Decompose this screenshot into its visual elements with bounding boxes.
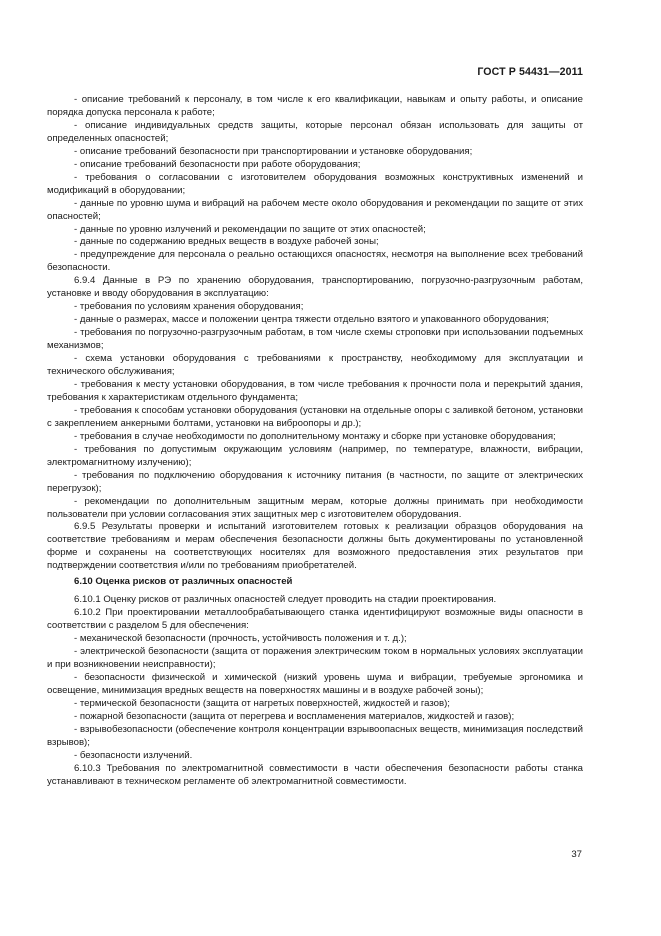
paragraph: - электрической безопасности (защита от поражения электрическим током в нормальных условиях эксплуатации и при возникновении неисправности); <box>47 646 583 670</box>
paragraph: - требования по условиям хранения оборудования; <box>74 301 304 313</box>
paragraph: - требования к месту установки оборудования, в том числе требования к прочности пола и перекрытий здания, требования к характеристикам отдельного фундамента; <box>47 378 583 403</box>
paragraph: - пожарной безопасности (защита от перегрева и воспламенения материалов, жидкостей и газов); <box>74 710 515 722</box>
paragraph: 6.10.3 Требования по электромагнитной совместимости в части обеспечения безопасности работы станка устанавливают в техническом регламенте об электромагнитной совместимости. <box>47 762 583 787</box>
document-body <box>47 94 583 789</box>
paragraph: - данные о размерах, массе и положении центра тяжести отдельно взятого и упакованного оборудования; <box>74 314 549 326</box>
paragraph: - термической безопасности (защита от нагретых поверхностей, жидкостей и газов); <box>74 697 450 709</box>
paragraph: - требования по погрузочно-разгрузочным работам, в том числе схемы строповки при использовании подъемных механизмов; <box>47 327 583 352</box>
paragraph: 6.9.5 Результаты проверки и испытаний изготовителем готовых к реализации образцов оборудования на соответствие требованиям и мерам обеспечения безопасности должны быть документированы по установленной форме и сохранены на соответствующих носителях для возможного предоставления этих результатов при подтверждении соответствия и/или по требованиям приобретателей. <box>47 521 583 572</box>
paragraph: - описание требований безопасности при работе оборудования; <box>74 158 361 170</box>
paragraph: - предупреждение для персонала о реально остающихся опасностях, несмотря на выполнение всех требований безопасности. <box>47 249 583 274</box>
paragraph: 6.10.1 Оценку рисков от различных опасностей следует проводить на стадии проектирования. <box>74 594 497 606</box>
page-number: 37 <box>571 849 582 860</box>
paragraph: 6.9.4 Данные в РЭ по хранению оборудования, транспортированию, погрузочно-разгрузочным работам, установке и вводу оборудования в эксплуатацию: <box>47 275 583 300</box>
paragraph: - описание требований безопасности при транспортировании и установке оборудования; <box>74 145 473 157</box>
paragraph: - взрывобезопасности (обеспечение контроля концентрации взрывоопасных веществ, минимизация последствий взрывов); <box>47 723 583 748</box>
standard-number: ГОСТ Р 54431—2011 <box>477 66 583 78</box>
paragraph: - описание индивидуальных средств защиты, которые персонал обязан использовать для защиты от определенных опасностей; <box>47 119 583 144</box>
document-header <box>477 66 583 78</box>
paragraph: 6.10.2 При проектировании металлообрабатывающего станка идентифицируют возможные виды опасности в соответствии с разделом 5 для обеспечения: <box>47 607 583 632</box>
paragraph: - описание требований к персоналу, в том числе к его квалификации, навыкам и опыту работы, и описание порядка допуска персонала к работе; <box>47 94 583 118</box>
section-heading: 6.10 Оценка рисков от различных опасностей <box>74 576 293 588</box>
paragraph: - требования по допустимым окружающим условиям (например, по температуре, влажности, вибрации, электромагнитному излучению); <box>47 443 583 468</box>
paragraph: - требования о согласовании с изготовителем оборудования возможных конструктивных изменений и модификаций в оборудовании; <box>47 171 583 196</box>
paragraph: - схема установки оборудования с требованиями к пространству, необходимому для эксплуатации и технического обслуживания; <box>47 353 583 378</box>
paragraph: - рекомендации по дополнительным защитным мерам, которые должны принимать при необходимости пользователи при условии согласования этих защитных мер с изготовителем оборудования. <box>47 495 583 520</box>
paragraph: - безопасности физической и химической (низкий уровень шума и вибрации, требуемые эргономика и освещение, минимизация вредных веществ на поверхностях машины и в воздухе рабочей зоны); <box>47 671 583 696</box>
paragraph: - безопасности излучений. <box>74 749 193 761</box>
paragraph: - данные по уровню шума и вибраций на рабочем месте около оборудования и рекомендации по защите от этих опасностей; <box>47 197 583 222</box>
paragraph: - механической безопасности (прочность, устойчивость положения и т. д.); <box>74 633 407 645</box>
paragraph: - требования по подключению оборудования к источнику питания (в частности, по защите от электрических перегрузок); <box>47 469 583 494</box>
paragraph: - требования к способам установки оборудования (установки на отдельные опоры с заливкой бетоном, установки с закреплением анкерными болтами, установки на виброопоры и др.); <box>47 404 583 429</box>
paragraph: - данные по уровню излучений и рекомендации по защите от этих опасностей; <box>74 223 426 235</box>
paragraph: - требования в случае необходимости по дополнительному монтажу и сборке при установке оборудования; <box>74 430 556 442</box>
paragraph: - данные по содержанию вредных веществ в воздухе рабочей зоны; <box>74 236 379 248</box>
